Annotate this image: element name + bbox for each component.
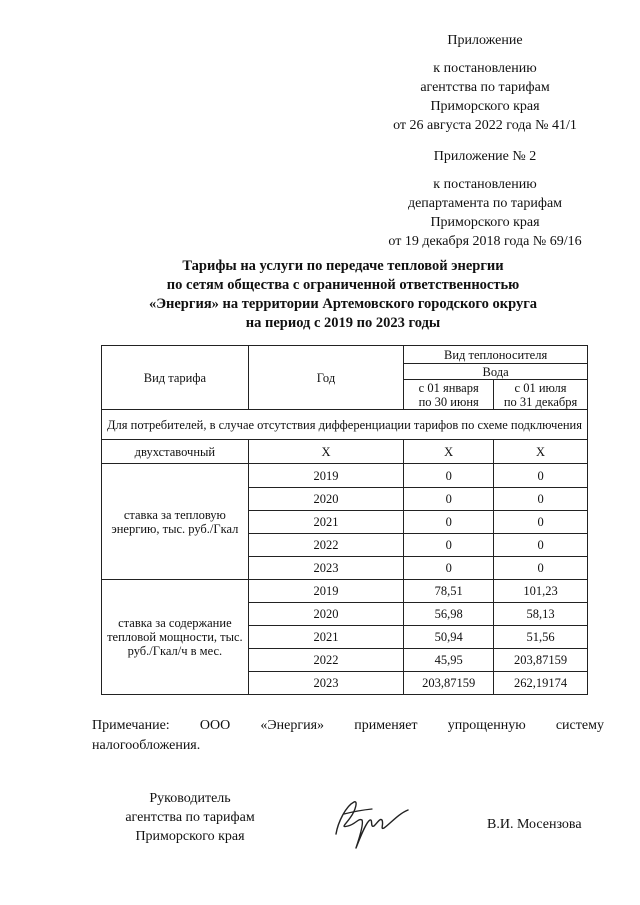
position-line: Приморского края: [135, 829, 245, 844]
title-line: Тарифы на услуги по передаче тепловой энергии: [182, 258, 504, 274]
appendix-line: от 26 августа 2022 года № 41/1: [393, 118, 577, 133]
document-title: [100, 257, 586, 333]
cell-period-2: 0: [494, 464, 588, 488]
cell-period-2: 203,87159: [494, 649, 588, 672]
note-word: «Энергия»: [260, 718, 325, 733]
cell-period-2: 0: [494, 534, 588, 557]
header-block-1: [380, 31, 590, 135]
cell-period-1: 0: [404, 557, 494, 580]
appendix-title: Приложение: [447, 33, 523, 48]
section-row: Для потребителей, в случае отсутствия дифференциации тарифов по схеме подключения: [102, 410, 588, 440]
note-word: Примечание:: [92, 718, 170, 733]
cell-period-2: 0: [494, 557, 588, 580]
energy-rate-label: ставка за тепловую энергию, тыс. руб./Гкал: [102, 464, 249, 580]
cell-period-2: 262,19174: [494, 672, 588, 695]
cell-period-1: 78,51: [404, 580, 494, 603]
appendix-line: Приморского края: [430, 215, 540, 230]
appendix-line: к постановлению: [433, 61, 537, 76]
header-year: Год: [248, 346, 404, 410]
handwritten-signature: [318, 792, 418, 852]
position-line: Руководитель: [149, 791, 231, 806]
two-part-label: двухставочный: [102, 440, 249, 464]
table-row: [102, 464, 588, 488]
cell-period-1: 0: [404, 464, 494, 488]
cell-year: 2022: [248, 534, 404, 557]
tariff-table: [101, 345, 588, 695]
header-carrier: Вид теплоносителя: [404, 346, 588, 364]
cell-period-2: 0: [494, 511, 588, 534]
cell-period-2: 0: [494, 488, 588, 511]
appendix-line: Приморского края: [430, 99, 540, 114]
table-row: [102, 580, 588, 603]
note-continuation: налогообложения.: [92, 738, 201, 753]
cell-year: 2023: [248, 557, 404, 580]
cell-period-1: 0: [404, 488, 494, 511]
cell-period-2: 51,56: [494, 626, 588, 649]
title-line: по сетям общества с ограниченной ответственностью: [166, 277, 520, 293]
header-tariff-type: Вид тарифа: [102, 346, 249, 410]
signer-name: В.И. Мосензова: [487, 817, 582, 832]
cell-period-1: 45,95: [404, 649, 494, 672]
period-line: по 31 декабря: [503, 394, 578, 409]
cell-period-1: 203,87159: [404, 672, 494, 695]
header-period-1: [404, 380, 494, 410]
note-word: упрощенную: [447, 718, 526, 733]
period-line: по 30 июня: [418, 394, 479, 409]
note-line: [92, 716, 604, 736]
cell-year: 2019: [248, 464, 404, 488]
note: [92, 716, 604, 756]
appendix-title: Приложение № 2: [433, 149, 537, 164]
appendix-line: агентства по тарифам: [420, 80, 550, 95]
cell-year: 2021: [248, 511, 404, 534]
cell-period-1: 0: [404, 534, 494, 557]
cell-period-1: 56,98: [404, 603, 494, 626]
cell-period-2: 58,13: [494, 603, 588, 626]
cell-year: 2021: [248, 626, 404, 649]
cell-period-1: 0: [404, 511, 494, 534]
header-water: Вода: [404, 364, 588, 380]
title-line: «Энергия» на территории Артемовского городского округа: [148, 296, 538, 312]
note-word: применяет: [354, 718, 418, 733]
note-word: систему: [555, 718, 604, 733]
period-line: с 01 июля: [514, 380, 567, 395]
appendix-line: департамента по тарифам: [407, 196, 563, 211]
signatory-position: [105, 789, 275, 846]
period-line: с 01 января: [418, 380, 479, 395]
header-block-2: [380, 147, 590, 251]
cell-year: 2020: [248, 603, 404, 626]
header-period-2: [494, 380, 588, 410]
cell-year: 2019: [248, 580, 404, 603]
note-word: ООО: [199, 718, 231, 733]
title-line: на период с 2019 по 2023 годы: [245, 315, 441, 331]
cell-year: 2023: [248, 672, 404, 695]
cell-year: 2020: [248, 488, 404, 511]
cell-year: Х: [248, 440, 404, 464]
position-line: агентства по тарифам: [125, 810, 255, 825]
table-row: [102, 440, 588, 464]
cell-year: 2022: [248, 649, 404, 672]
cell-period-2: Х: [494, 440, 588, 464]
cell-period-2: 101,23: [494, 580, 588, 603]
appendix-line: к постановлению: [433, 177, 537, 192]
appendix-line: от 19 декабря 2018 года № 69/16: [388, 234, 582, 249]
cell-period-1: 50,94: [404, 626, 494, 649]
cell-period-1: Х: [404, 440, 494, 464]
capacity-rate-label: ставка за содержание тепловой мощности, тыс. руб./Гкал/ч в мес.: [102, 580, 249, 695]
